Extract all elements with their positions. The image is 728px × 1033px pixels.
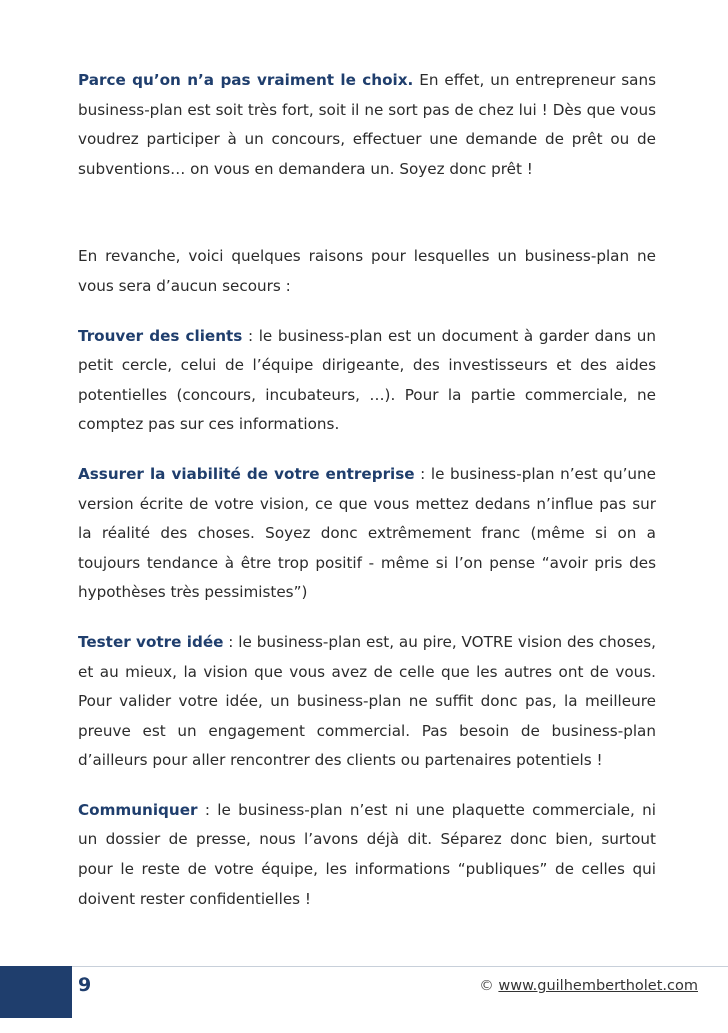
page-number: 9 [78,974,92,996]
paragraph-lead: Communiquer [78,800,198,819]
spacer [78,608,656,628]
paragraph-text: : le business-plan est, au pire, VOTRE vision des choses, et au mieux, la vision que vous avez de celle que les autres ont de vous. Pour valider votre idée, un business-plan ne suffit donc pas, la meilleure preuve est un engagement commercial. Pas besoin de business-plan d’ailleurs pour aller rencontrer des clients ou partenaires potentiels ! [78,632,656,770]
spacer [78,184,656,242]
footer-divider [72,966,728,967]
spacer [78,440,656,460]
page-body [78,66,656,914]
paragraph-text: : le business-plan n’est qu’une version écrite de votre vision, ce que vous mettez dedans n’influe pas sur la réalité des choses. Soyez donc extrêmement franc (même si on a toujours tendance à être trop positif - même si l’on pense “avoir pris des hypothèses très pessimistes”) [78,464,656,602]
paragraph-text: En revanche, voici quelques raisons pour lesquelles un business-plan ne vous sera d’aucun secours : [78,247,656,295]
spacer [78,776,656,796]
paragraph-communicate [78,796,656,914]
footer-copyright [479,976,698,996]
paragraph-text: : le business-plan est un document à garder dans un petit cercle, celui de l’équipe dirigeante, des investisseurs et des aides potentielles (concours, incubateurs, …). Pour la partie commerciale, ne comptez pas sur ces informations. [78,326,656,434]
paragraph-text: En effet, un entrepreneur sans business-plan est soit très fort, soit il ne sort pas de chez lui ! Dès que vous voudrez participer à un concours, effectuer une demande de prêt ou de subventions… on vous en demandera un. Soyez donc prêt ! [78,71,656,178]
paragraph-intro [78,66,656,184]
website-link[interactable]: www.guilhembertholet.com [498,978,698,994]
copyright-symbol: © [479,978,494,994]
paragraph-text: : le business-plan n’est ni une plaquette commerciale, ni un dossier de presse, nous l’avons déjà dit. Séparez donc bien, surtout pour le reste de votre équipe, les informations “publiques” de celles qui doivent rester confidentielles ! [78,800,656,908]
paragraph-lead: Trouver des clients [78,326,243,345]
paragraph-viability [78,460,656,608]
paragraph-lead: Assurer la viabilité de votre entreprise [78,464,415,483]
paragraph-transition [78,242,656,301]
paragraph-lead: Tester votre idée [78,632,224,651]
paragraph-find-clients [78,322,656,440]
paragraph-test-idea [78,628,656,776]
spacer [78,302,656,322]
paragraph-lead: Parce qu’on n’a pas vraiment le choix. [78,71,414,89]
footer-accent-bar [0,966,72,1018]
